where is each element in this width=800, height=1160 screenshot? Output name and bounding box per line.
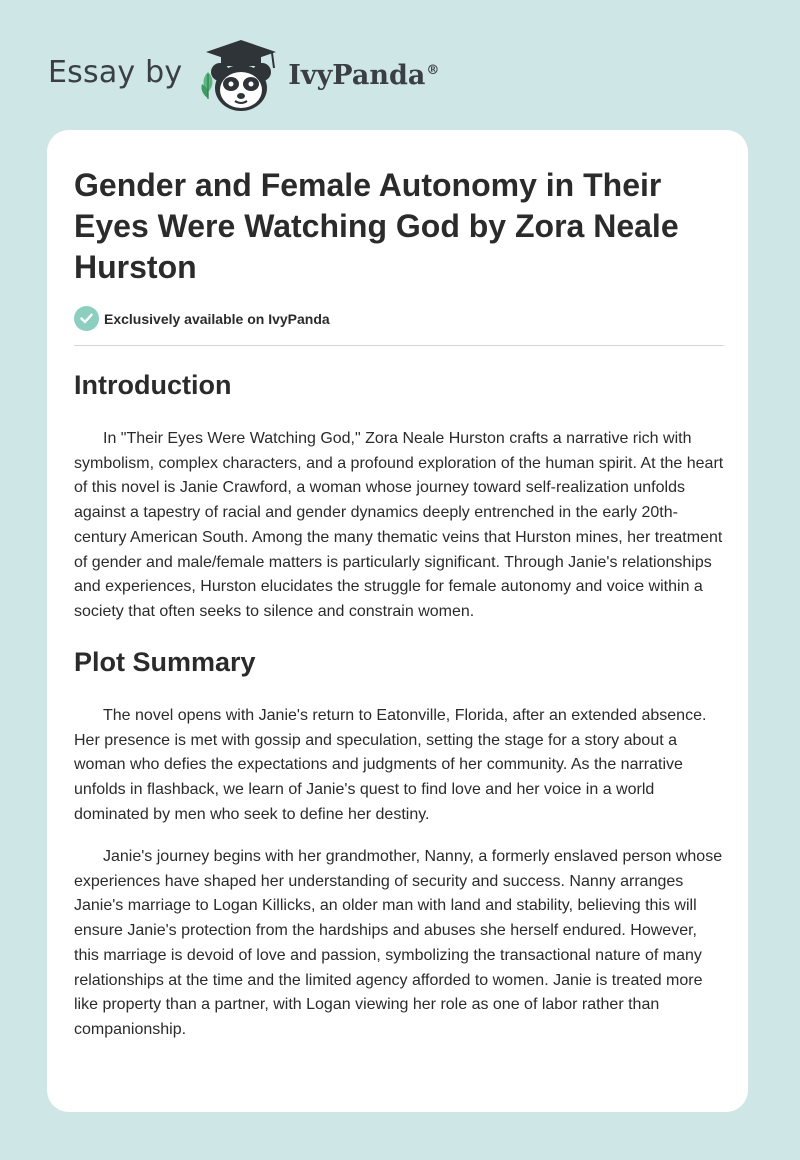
exclusive-badge xyxy=(74,306,330,331)
ivy-leaf-icon xyxy=(198,70,218,100)
paragraph: The novel opens with Janie's return to Eatonville, Florida, after an extended absence. Her presence is met with gossip and speculation, setting the stage for a story about a woman who defies the expectations and judgments of her community. As the narrative unfolds in flashback, we learn of Janie's quest to find love and her voice in a world dominated by men who seek to define her destiny. xyxy=(74,707,707,823)
brand-header[interactable] xyxy=(48,34,439,114)
check-circle-icon xyxy=(74,306,99,331)
divider xyxy=(74,345,724,346)
badge-text: Exclusively available on IvyPanda xyxy=(104,310,330,327)
brand-prefix: Essay by xyxy=(48,54,183,90)
section-heading-introduction: Introduction xyxy=(74,370,232,400)
paragraph: In "Their Eyes Were Watching God," Zora Neale Hurston crafts a narrative rich with symbolism, complex characters, and a profound exploration of the human spirit. At the heart of this novel is Janie Crawford, a woman whose journey toward self-realization unfolds against a tapestry of racial and gender dynamics deeply entrenched in the early 20th-century American South. Among the many thematic veins that Hurston mines, her treatment of gender and male/female matters is particularly significant. Through Janie's relationships and experiences, Hurston elucidates the struggle for female autonomy and voice within a society that often seeks to silence and constrain women. xyxy=(74,430,724,620)
essay-card xyxy=(47,130,748,1112)
section-heading-plot-summary: Plot Summary xyxy=(74,647,256,677)
paragraph: Janie's journey begins with her grandmother, Nanny, a formerly enslaved person whose experiences have shaped her understanding of security and success. Nanny arranges Janie's marriage to Logan Killicks, an older man with land and stability, believing this will ensure Janie's protection from the hardships and abuses she herself endured. However, this marriage is devoid of love and passion, symbolizing the transactional nature of many relationships at the time and the limited agency afforded to women. Janie is treated more like property than a partner, with Logan viewing her role as one of labor rather than companionship. xyxy=(74,848,723,1038)
essay-title: Gender and Female Autonomy in Their Eyes Were Watching God by Zora Neale Hurston xyxy=(74,167,679,285)
panda-graduate-logo-icon xyxy=(196,34,286,114)
brand-name: IvyPanda® xyxy=(288,59,440,91)
